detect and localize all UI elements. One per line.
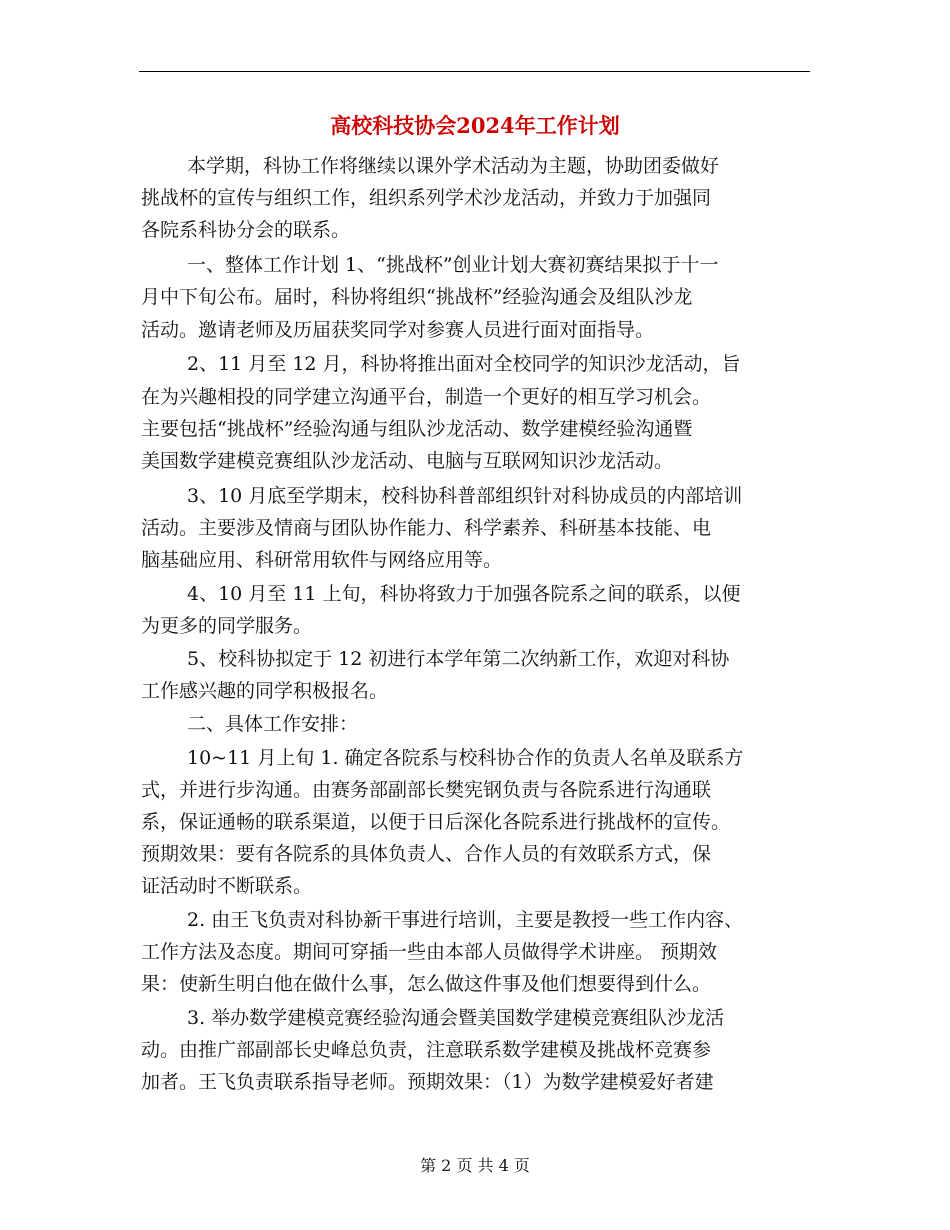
page-number: 第 2 页 共 4 页 (420, 1156, 530, 1175)
paragraph-line: 10~11 月上旬 1. 确定各院系与校科协合作的负责人名单及联系方 (187, 747, 744, 769)
paragraph-line: 2、11 月至 12 月，科协将推出面对全校同学的知识沙龙活动，旨 (187, 353, 741, 375)
paragraph-line: 挑战杯的宣传与组织工作，组织系列学术沙龙活动，并致力于加强同 (141, 187, 712, 209)
paragraph-line: 证活动时不断联系。 (141, 875, 313, 897)
paragraph-line: 工作感兴趣的同学积极报名。 (141, 680, 389, 702)
paragraph-line: 本学期，科协工作将继续以课外学术活动为主题，协助团委做好 (187, 155, 720, 177)
document-title: 高校科技协会2024年工作计划 (330, 113, 620, 138)
paragraph-line: 工作方法及态度。期间可穿插一些由本部人员做得学术讲座。 预期效 (141, 941, 718, 963)
paragraph-line: 活动。邀请老师及历届获奖同学对参赛人员进行面对面指导。 (141, 319, 655, 341)
paragraph-line: 脑基础应用、科研常用软件与网络应用等。 (141, 549, 503, 571)
paragraph-line: 果：使新生明白他在做什么事，怎么做这件事及他们想要得到什么。 (141, 973, 712, 995)
paragraph-line: 月中下旬公布。届时，科协将组织“挑战杯”经验沟通会及组队沙龙 (141, 286, 693, 308)
paragraph-line: 在为兴趣相投的同学建立沟通平台，制造一个更好的相互学习机会。 (141, 386, 712, 408)
paragraph-line: 动。由推广部副部长史峰总负责，注意联系数学建模及挑战杯竞赛参 (141, 1039, 712, 1061)
paragraph-line: 加者。王飞负责联系指导老师。预期效果：（1）为数学建模爱好者建 (141, 1071, 714, 1093)
paragraph-line: 3、10 月底至学期末，校科协科普部组织针对科协成员的内部培训 (187, 485, 743, 507)
paragraph-line: 各院系科协分会的联系。 (141, 219, 351, 241)
paragraph-line: 一、整体工作计划 1、“挑战杯”创业计划大赛初赛结果拟于十一 (187, 254, 719, 276)
paragraph-line: 为更多的同学服务。 (141, 615, 313, 637)
paragraph-line: 系，保证通畅的联系渠道，以便于日后深化各院系进行挑战杯的宣传。 (141, 811, 731, 833)
paragraph-line: 式，并进行步沟通。由赛务部副部长樊宪钢负责与各院系进行沟通联 (141, 779, 712, 801)
paragraph-line: 5、校科协拟定于 12 初进行本学年第二次纳新工作，欢迎对科协 (187, 648, 730, 670)
paragraph-line: 4、10 月至 11 上旬，科协将致力于加强各院系之间的联系，以便 (187, 583, 741, 605)
header-rule (139, 71, 810, 72)
paragraph-line: 主要包括“挑战杯”经验沟通与组队沙龙活动、数学建模经验沟通暨 (141, 418, 693, 440)
paragraph-line: 2. 由王飞负责对科协新干事进行培训，主要是教授一些工作内容、 (187, 909, 744, 931)
paragraph-line: 活动。主要涉及情商与团队协作能力、科学素养、科研基本技能、电 (141, 517, 712, 539)
paragraph-line: 3. 举办数学建模竞赛经验沟通会暨美国数学建模竞赛组队沙龙活 (187, 1007, 725, 1029)
paragraph-line: 美国数学建模竞赛组队沙龙活动、电脑与互联网知识沙龙活动。 (141, 450, 674, 472)
section-heading: 二、具体工作安排： (187, 713, 359, 735)
paragraph-line: 预期效果：要有各院系的具体负责人、合作人员的有效联系方式，保 (141, 843, 712, 865)
